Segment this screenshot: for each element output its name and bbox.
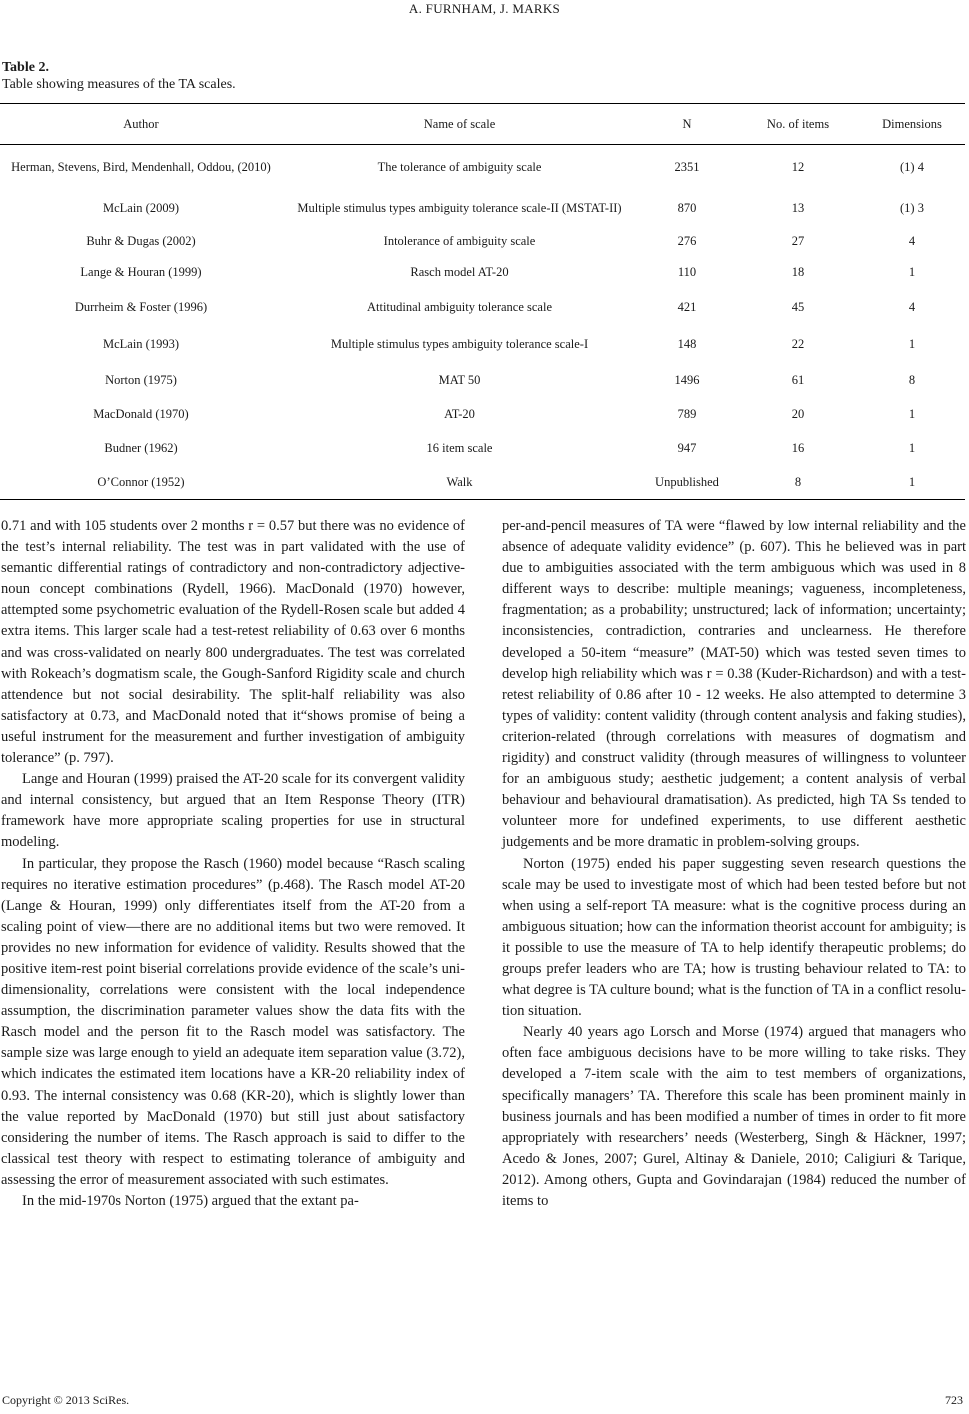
page-number: 723 (945, 1393, 963, 1407)
table-row (0, 466, 965, 500)
paragraph: 0.71 and with 105 students over 2 months r = 0.57 but there was no evidence of the test’s internal reliability. The test was in part validated with the use of semantic differential ratings of contradictory and non-contradictory adjective-noun concept combinations (Rydell, 1966). MacDonald (1970) however, attempted some psychometric evaluation of the Rydell-Rosen scale but added 4 extra items. This larger scale had a test-retest reliability of 0.63 over 6 months and was cross-validated on nearly 800 undergraduates. The test was correlated with Rokeach’s dogmatism scale, the Gough-Sanford Rigidity scale and church attendence but not social desirability. The split-half reliability was also satisfactory at 0.73, and MacDonald noted that it“shows promise of being a useful instrument for the measurement and further investigation of ambiguity tolerance” (p. 797). (1, 518, 465, 767)
table-row (0, 326, 965, 363)
cell-scale-name: Attitudinal ambiguity tolerance scale (366, 299, 552, 314)
cell-author: McLain (2009) (102, 201, 180, 215)
column-header-n: N (637, 104, 737, 145)
table-row (0, 257, 965, 289)
cell-n: 870 (677, 201, 697, 215)
cell-dimensions: 1 (908, 407, 916, 421)
table-row (0, 431, 965, 466)
table-row (0, 145, 965, 191)
cell-n: 1496 (674, 373, 700, 387)
cell-n: 148 (677, 336, 697, 351)
cell-dimensions: 8 (908, 373, 916, 387)
column-header-items: No. of items (737, 104, 859, 145)
cell-scale-name: Multiple stimulus types ambiguity tolerance scale-I (330, 336, 589, 351)
table-row (0, 191, 965, 227)
table-row (0, 289, 965, 326)
cell-dimensions: 4 (908, 234, 916, 248)
cell-scale-name: The tolerance of ambiguity scale (377, 160, 542, 175)
cell-author: Lange & Houran (1999) (80, 265, 202, 279)
cell-scale-name: Rasch model AT-20 (410, 265, 509, 279)
paragraph: per-and-pencil measures of TA were “flawed by low internal reliability and the absence of adequate validity evidence” (p. 607). This he believed was in part due to ambiguities associated with the term ambiguous which was used in 8 different ways to describe: multiple meanings; vagueness, incompleteness, fragmentation; as a probability; unstructured; lack of information; uncertainty; inconsistencies, contradiction, contraries and unclearness. He therefore developed a 50-item “measure” (MAT-50) which was tested seven times to develop high reliability which was r = 0.38 (Kuder-Richardson) and with a test-retest reliability of 0.86 after 10 - 12 weeks. He also attempted to determine 3 types of validity: content validity (through content analysis and faking studies), criterion-related (through correlations with measures of dogmatism and rigidity) and construct validity (through measures of willingness to volunteer for an ambiguous study; aesthetic judgement; a content analysis of verbal behaviour and behavioural dramatisation). As predicted, high TA Ss tended to volunteer more for undefined experiments, to use different aesthetic judgements and be more dramatic in problem-solving groups. (502, 518, 966, 851)
cell-n: Unpublished (637, 466, 737, 500)
cell-items: 13 (791, 201, 805, 215)
running-head: A. FURNHAM, J. MARKS (408, 1, 561, 16)
left-text-column (1, 516, 465, 1212)
cell-dimensions: 1 (908, 265, 916, 279)
cell-items: 18 (791, 265, 805, 279)
cell-scale-name: Walk (282, 466, 637, 500)
cell-n: 110 (677, 265, 697, 279)
cell-n: 789 (677, 407, 697, 421)
cell-dimensions: (1) 4 (900, 160, 924, 175)
paragraph: In particular, they propose the Rasch (1960) model because “Rasch scaling requires no iterative estimation procedures” (p.468). The Rasch model AT-20 (Lange & Houran, 1999) only differentiates itself from the AT-20 from a scaling point of view—there are no additional items but two were removed. It provides no new information for evidence of validity. Results showed that the positive item-rest point biserial correlations provide evidence of the scale’s uni-dimensionality, correlations were consistent with the local independence assumption, the discrimination parameter values show the data fits with the Rasch model and the person fit to the Rasch model was satisfactory. The sample size was large enough to yield an adequate item separation value (3.72), which indicates the estimated item locations have a KR-20 reliability index of 0.93. The internal consistency was 0.68 (KR-20), which is slightly lower than the value reported by MacDonald (1970) but still just about satisfactory considering the number of items. The Rasch approach is said to differ to the classical test theory with respect to estimating tolerance of ambiguity and assessing the error of measurement associated with such estimates. (1, 855, 465, 1188)
cell-dimensions: 1 (908, 440, 916, 455)
table-row (0, 399, 965, 431)
cell-n: 276 (677, 234, 697, 248)
cell-scale-name: 16 item scale (426, 440, 493, 455)
cell-items: 22 (791, 336, 805, 351)
paragraph: In the mid-1970s Norton (1975) argued that the extant pa- (22, 1193, 359, 1209)
table-row (0, 363, 965, 399)
paragraph: Lange and Houran (1999) praised the AT-20 scale for its convergent validity and internal consistency, but argued that an Item Response Theory (ITR) framework have more appropriate scaling properties for use in structural modeling. (1, 771, 465, 851)
cell-items: 45 (791, 299, 805, 314)
measures-table (0, 103, 965, 500)
cell-author: Budner (1962) (104, 440, 178, 455)
table-caption (2, 59, 236, 93)
column-header-author: Author (0, 104, 282, 145)
cell-items: 8 (737, 466, 859, 500)
cell-scale-name: Multiple stimulus types ambiguity tolerance scale-II (MSTAT-II) (297, 201, 622, 215)
right-text-column (502, 516, 966, 1212)
copyright-notice: Copyright © 2013 SciRes. (2, 1393, 130, 1407)
cell-dimensions: 1 (859, 466, 965, 500)
cell-n: 421 (677, 299, 697, 314)
cell-author: Buhr & Dugas (2002) (86, 234, 196, 248)
cell-scale-name: AT-20 (444, 407, 475, 421)
cell-author: McLain (1993) (102, 336, 180, 351)
cell-author: O’Connor (1952) (0, 466, 282, 500)
cell-items: 27 (791, 234, 805, 248)
table-caption-text: Table showing measures of the TA scales. (2, 77, 236, 92)
cell-n: 2351 (674, 160, 700, 175)
cell-author: Norton (1975) (105, 373, 177, 387)
cell-author: Durrheim & Foster (1996) (74, 299, 208, 314)
paragraph: Nearly 40 years ago Lorsch and Morse (1974) argued that managers who often face ambiguous decisions have to be more willing to take risks. They developed a 7-item scale with the aim to test members of organizations, specifically managers’ TA. Therefore this scale has been prominent mainly in business journals and has been modified a number of times in order to fit more appropriately with researchers’ needs (Westerberg, Singh & Häckner, 1997; Acedo & Jones, 2007; Gurel, Altinay & Daniele, 2010; Caligiuri & Tarique, 2012). Among others, Gupta and Govindarajan (1984) reduced the number of items to (502, 1024, 966, 1209)
table-label: Table 2. (2, 60, 49, 75)
table-row (0, 227, 965, 257)
cell-items: 20 (791, 407, 805, 421)
cell-dimensions: 4 (908, 299, 916, 314)
cell-dimensions: 1 (908, 336, 916, 351)
cell-dimensions: (1) 3 (900, 201, 924, 215)
table-header-row (0, 104, 965, 145)
column-header-scale-name: Name of scale (282, 104, 637, 145)
cell-author: MacDonald (1970) (93, 407, 189, 421)
cell-items: 16 (791, 440, 805, 455)
cell-n: 947 (677, 440, 697, 455)
cell-scale-name: Intolerance of ambiguity scale (383, 234, 536, 248)
column-header-dimensions: Dimensions (859, 104, 965, 145)
cell-items: 61 (791, 373, 805, 387)
cell-author: Herman, Stevens, Bird, Mendenhall, Oddou, (2010) (11, 160, 271, 175)
paragraph: Norton (1975) ended his paper suggesting seven research questions the scale may be used to investigate most of which had been tested before but not when using a self-report TA measure: what is the cognitive process during an ambiguous situation; how can the information theorist account for ambiguity; is it possible to use the measure of TA to help identify therapeutic problems; do groups prefer leaders who are TA; how is trusting behaviour related to TA: to what degree is TA culture bound; what is the function of TA in a conflict resolution situation. (502, 855, 966, 1020)
cell-items: 12 (791, 160, 805, 175)
cell-scale-name: MAT 50 (438, 373, 481, 387)
